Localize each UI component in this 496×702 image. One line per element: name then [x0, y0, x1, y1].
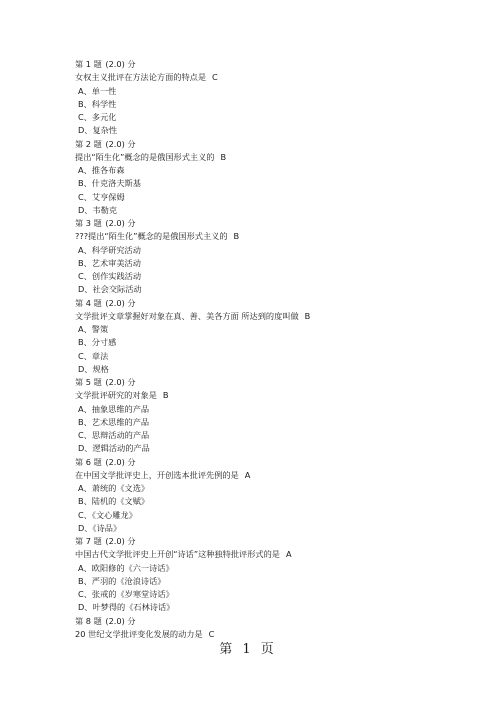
question-answer: B [220, 151, 227, 162]
question-text [75, 469, 475, 482]
answer-option: A、单一性 [78, 85, 117, 96]
question-text [75, 71, 475, 84]
question-block [75, 217, 475, 297]
question-stem: 在中国文学批评史上，开创选本批评先例的是 [75, 469, 239, 480]
question-answer: A [285, 549, 292, 560]
question-answer: A [244, 469, 251, 480]
question-list [75, 58, 475, 641]
answer-option: C、思辩活动的产品 [78, 430, 150, 440]
question-header [75, 297, 475, 310]
question-stem: 女权主义批评在方法论方面的特点是 [75, 72, 207, 83]
answer-option: B、分寸感 [78, 337, 117, 348]
answer-option: B、科学性 [78, 98, 117, 109]
answer-option: A、欧阳修的《六一诗话》 [78, 562, 174, 573]
question-text [75, 548, 475, 561]
question-number: 第 6 题 [75, 456, 102, 467]
question-text [75, 310, 475, 323]
answer-option: D、社会交际活动 [78, 284, 142, 295]
answer-option: B、艺术思维的产品 [78, 416, 150, 427]
question-header [75, 376, 475, 389]
question-number: 第 3 题 [75, 218, 102, 228]
answer-option: C、章法 [78, 350, 109, 361]
question-score: (2.0) 分 [105, 536, 136, 546]
question-text [75, 230, 475, 243]
answer-option: C、艾亨保姆 [78, 191, 125, 202]
page-footer: 第 1 页 [219, 642, 277, 657]
question-answer: B [304, 310, 311, 321]
question-answer: C [208, 628, 215, 639]
question-score: (2.0) 分 [105, 59, 136, 69]
question-block [75, 58, 475, 138]
question-header [75, 217, 475, 230]
answer-option: A、萧统的《文选》 [78, 483, 150, 493]
question-number: 第 2 题 [75, 138, 102, 149]
answer-option: A、推各布森 [78, 165, 125, 175]
question-block [75, 297, 475, 377]
question-block [75, 456, 475, 536]
answer-option: C、创作实践活动 [78, 271, 142, 281]
question-stem: 中国古代文学批评史上开创“诗话”这种独特批评形式的是 [75, 549, 280, 560]
answer-option: A、科学研究活动 [78, 244, 141, 255]
answer-option: B、严羽的《沧浪诗话》 [78, 575, 166, 586]
answer-option: C、张戒的《岁寒堂诗话》 [78, 589, 174, 599]
question-number: 第 5 题 [75, 377, 102, 387]
question-answer: B [162, 390, 169, 401]
answer-option: B、陆机的《文赋》 [78, 496, 150, 507]
question-score: (2.0) 分 [105, 297, 136, 308]
question-score: (2.0) 分 [105, 377, 136, 387]
answer-option: B、什克洛夫斯基 [78, 178, 141, 189]
question-number: 第 1 题 [75, 59, 102, 69]
question-block [75, 138, 475, 218]
answer-option: C、多元化 [78, 112, 117, 122]
answer-option: A、警策 [78, 324, 109, 334]
question-score: (2.0) 分 [105, 615, 136, 626]
answer-option: C、《文心雕龙》 [78, 509, 137, 520]
question-stem: 文学批评文章掌握好对象在真、善、美各方面 所达到的度叫做 [75, 310, 299, 321]
answer-option: D、《诗品》 [78, 522, 122, 533]
question-number: 第 4 题 [75, 297, 102, 308]
question-header [75, 456, 475, 469]
question-answer: B [233, 231, 240, 242]
question-text [75, 151, 475, 164]
question-stem: 文学批评研究的对象是 [75, 390, 157, 401]
answer-option: D、复杂性 [78, 125, 118, 136]
question-header [75, 535, 475, 548]
question-score: (2.0) 分 [105, 138, 136, 149]
question-header [75, 615, 475, 628]
question-number: 第 8 题 [75, 615, 102, 626]
answer-option: D、韦勒克 [78, 204, 118, 215]
question-block [75, 535, 475, 615]
question-header [75, 138, 475, 151]
question-stem: 提出“陌生化”概念的是俄国形式主义的 [75, 151, 215, 162]
question-answer: C [212, 72, 218, 83]
question-header [75, 58, 475, 71]
question-score: (2.0) 分 [105, 218, 136, 228]
answer-option: D、逻辑活动的产品 [78, 443, 150, 454]
question-stem: ???提出“陌生化”概念的是俄国形式主义的 [75, 231, 228, 242]
question-number: 第 7 题 [75, 536, 102, 546]
answer-option: B、艺术审美活动 [78, 257, 141, 268]
question-score: (2.0) 分 [105, 456, 136, 467]
question-text [75, 389, 475, 402]
answer-option: D、叶梦得的《石林诗话》 [78, 602, 175, 613]
question-stem: 20 世纪文学批评变化发展的动力是 [75, 628, 203, 639]
question-block [75, 376, 475, 456]
answer-option: D、规格 [78, 363, 109, 374]
answer-option: A、抽象思维的产品 [78, 403, 150, 414]
